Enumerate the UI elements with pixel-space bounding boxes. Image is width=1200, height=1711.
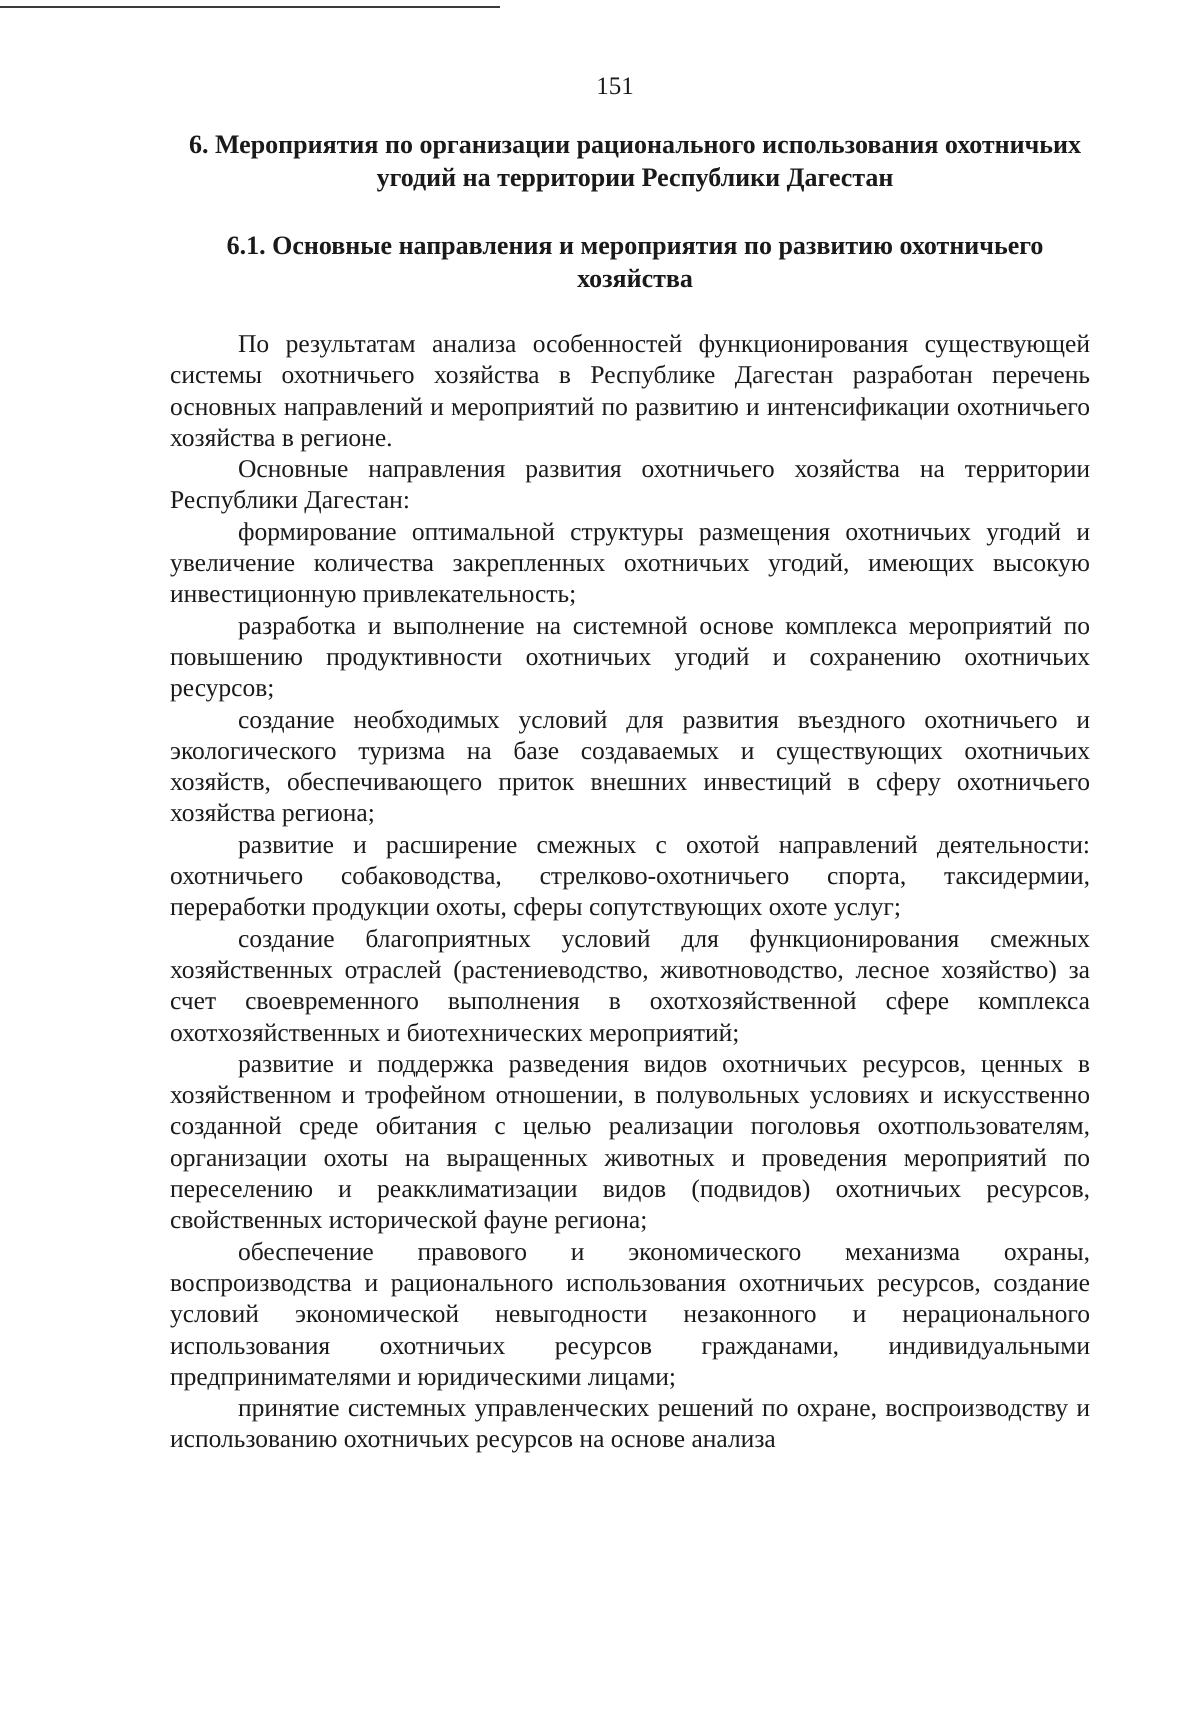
paragraph: По результатам анализа особенностей функционирования существующей системы охотничьего хозяйства в Республике Дагестан разработан перечень основных направлений и мероприятий по развитию и интенсификации охотничьего хозяйства в регионе. [170,329,1090,452]
body-text [170,328,1090,1455]
scan-edge-line [0,6,500,8]
list-item: разработка и выполнение на системной основе комплекса мероприятий по повышению продуктивности охотничьих угодий и сохранению охотничьих ресурсов; [170,610,1090,703]
list-item: формирование оптимальной структуры размещения охотничьих угодий и увеличение количества закрепленных охотничьих угодий, имеющих высокую инвестиционную привлекательность; [170,516,1090,609]
list-item: создание необходимых условий для развития въездного охотничьего и экологического туризма на базе создаваемых и существующих охотничьих хозяйств, обеспечивающего приток внешних инвестиций в сферу охотничьего хозяйства региона; [170,704,1090,828]
list-item: развитие и расширение смежных с охотой направлений деятельности: охотничьего собаководства, стрелково-охотничьего спорта, таксидермии, переработки продукции охоты, сферы сопутствующих охоте услуг; [170,829,1090,922]
section-heading: 6. Мероприятия по организации рационального использования охотничьих угодий на территории Республики Дагестан [188,130,1082,192]
list-item: развитие и поддержка разведения видов охотничьих ресурсов, ценных в хозяйственном и трофейном отношении, в полувольных условиях и искусственно созданной среде обитания с целью реализации поголовья охотпользователям, организации охоты на выращенных животных и проведения мероприятий по переселению и реакклиматизации видов (подвидов) охотничьих ресурсов, свойственных исторической фауне региона; [170,1048,1090,1235]
list-item: создание благоприятных условий для функционирования смежных хозяйственных отраслей (растениеводство, животноводство, лесное хозяйство) за счет своевременного выполнения в охотхозяйственной сфере комплекса охотхозяйственных и биотехнических мероприятий; [170,923,1090,1047]
list-item: обеспечение правового и экономического механизма охраны, воспроизводства и рационального использования охотничьих ресурсов, создание условий экономической невыгодности незаконного и нерационального использования охотничьих ресурсов гражданами, индивидуальными предпринимателями и юридическими лицами; [170,1236,1090,1391]
page-number: 151 [596,73,634,100]
paragraph: Основные направления развития охотничьего хозяйства на территории Республики Дагестан: [170,454,1090,515]
list-item: принятие системных управленческих решений по охране, воспроизводству и использованию охотничьих ресурсов на основе анализа [170,1393,1090,1454]
subsection-heading: 6.1. Основные направления и мероприятия по развитию охотничьего хозяйства [226,231,1044,293]
